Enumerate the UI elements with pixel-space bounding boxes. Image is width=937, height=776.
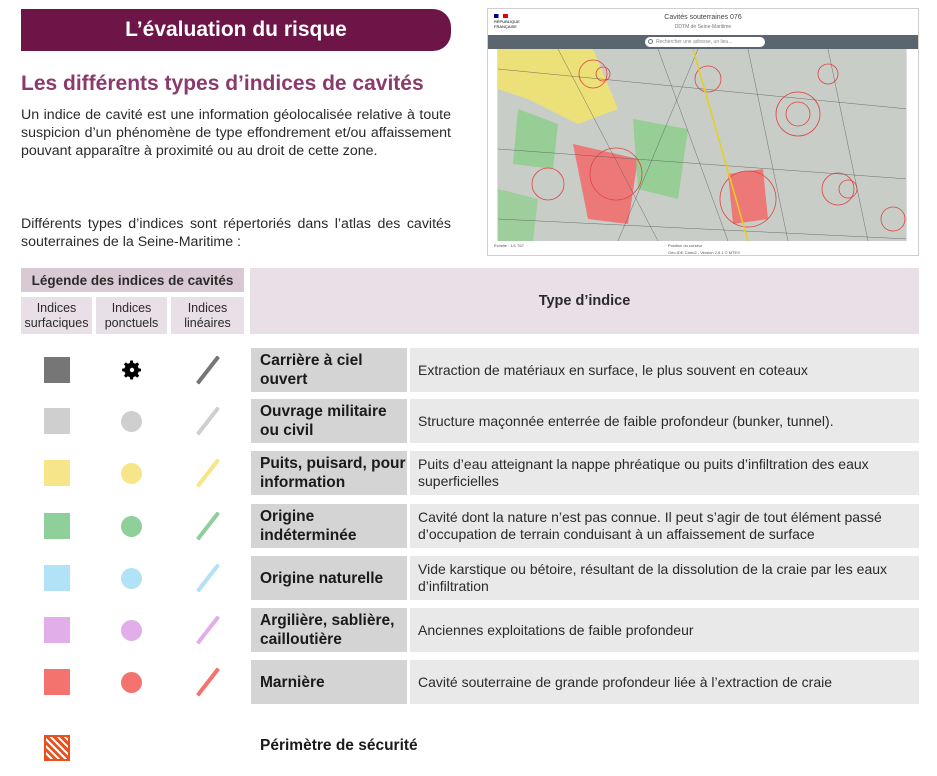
- index-type-name: Marnière: [251, 660, 407, 704]
- index-type-description: Puits d’eau atteignant la nappe phréatique ou puits d’infiltration des eaux superficielles: [410, 451, 919, 495]
- point-symbol: [96, 660, 167, 704]
- linear-symbol: [171, 451, 244, 495]
- index-type-name: Argilière, sablière, cailloutière: [251, 608, 407, 652]
- surface-symbol: [21, 504, 92, 548]
- line-icon: [195, 615, 219, 644]
- square-icon: [44, 617, 70, 643]
- square-icon: [44, 565, 70, 591]
- index-type-description: Structure maçonnée enterrée de faible profondeur (bunker, tunnel).: [410, 399, 919, 443]
- linear-symbol: [171, 348, 244, 392]
- legend-header: Légende des indices de cavités: [21, 268, 244, 292]
- legend-row: [0, 608, 937, 652]
- point-symbol: [96, 399, 167, 443]
- surface-symbol: [21, 451, 92, 495]
- circle-icon: [121, 463, 142, 484]
- map-footer: [488, 241, 918, 256]
- index-type-description: Cavité souterraine de grande profondeur liée à l’extraction de craie: [410, 660, 919, 704]
- map-left-toolbar[interactable]: [488, 49, 498, 241]
- circle-icon: [121, 620, 142, 641]
- map-right-toolbar[interactable]: [906, 49, 918, 241]
- square-icon: [44, 357, 70, 383]
- line-icon: [195, 511, 219, 540]
- section-heading: Les différents types d’indices de cavités: [21, 72, 424, 95]
- linear-symbol: [171, 556, 244, 600]
- surface-symbol: [21, 660, 92, 704]
- map-scale: Échelle : 1/1 767: [494, 243, 524, 248]
- surface-symbol: [21, 608, 92, 652]
- legend-row: [0, 660, 937, 704]
- intro-paragraph: Un indice de cavité est une information géolocalisée relative à toute suspicion d’un phénomène de type effondrement et/ou affaissement pouvant apparaître à proximité ou au droit de cette zone.: [21, 107, 451, 159]
- square-icon: [44, 408, 70, 434]
- linear-symbol: [171, 504, 244, 548]
- gear-icon: [120, 358, 144, 382]
- line-icon: [195, 458, 219, 487]
- index-type-description: Cavité dont la nature n’est pas connue. Il peut s’agir de tout élément passé d’occupation de terrain conduisant à un affaissement de surface: [410, 504, 919, 548]
- surface-symbol: [21, 556, 92, 600]
- linear-symbol: [171, 399, 244, 443]
- square-icon: [44, 669, 70, 695]
- legend-row: [0, 451, 937, 495]
- line-icon: [195, 355, 219, 384]
- line-icon: [195, 667, 219, 696]
- map-canvas[interactable]: [498, 49, 908, 241]
- circle-icon: [121, 411, 142, 432]
- index-type-description: Vide karstique ou bétoire, résultant de la dissolution de la craie par les eaux d’infiltration: [410, 556, 919, 600]
- square-icon: [44, 513, 70, 539]
- index-type-description: Extraction de matériaux en surface, le plus souvent en coteaux: [410, 348, 919, 392]
- square-icon: [44, 460, 70, 486]
- map-header: [488, 9, 918, 35]
- point-symbol: [96, 451, 167, 495]
- cursor-position: Position du curseur: [668, 243, 703, 248]
- map-subtitle: DDTM de Seine-Maritime: [674, 24, 732, 30]
- republique-logo: RÉPUBLIQUE FRANÇAISE: [494, 14, 528, 30]
- index-type-name: Origine indéterminée: [251, 504, 407, 548]
- legend-row: [0, 399, 937, 443]
- col-linear-header: Indices linéaires: [171, 297, 244, 334]
- circle-icon: [121, 672, 142, 693]
- linear-symbol: [171, 660, 244, 704]
- point-symbol: [96, 608, 167, 652]
- types-intro-paragraph: Différents types d’indices sont répertoriés dans l’atlas des cavités souterraines de la Seine-Maritime :: [21, 216, 451, 250]
- line-icon: [195, 563, 219, 592]
- map-title: Cavités souterraines 076: [664, 14, 742, 21]
- linear-symbol: [171, 608, 244, 652]
- hatched-square-icon: [44, 735, 70, 761]
- map-search-input[interactable]: Rechercher une adresse, un lieu...: [645, 37, 765, 47]
- point-symbol: [96, 348, 167, 392]
- banner-title: L’évaluation du risque: [125, 18, 347, 41]
- perimeter-label: Périmètre de sécurité: [260, 737, 418, 754]
- circle-icon: [121, 568, 142, 589]
- map-version: Géo-IDE Carto2 - Version 2.5.1 © MTES: [668, 250, 740, 255]
- legend-row: [0, 556, 937, 600]
- legend-row: [0, 504, 937, 548]
- index-type-description: Anciennes exploitations de faible profondeur: [410, 608, 919, 652]
- index-type-name: Ouvrage militaire ou civil: [251, 399, 407, 443]
- map-screenshot: [487, 8, 919, 256]
- index-type-name: Puits, puisard, pour information: [251, 451, 407, 495]
- point-symbol: [96, 504, 167, 548]
- index-type-name: Origine naturelle: [251, 556, 407, 600]
- col-surface-header: Indices surfaciques: [21, 297, 92, 334]
- type-header: Type d’indice: [250, 268, 919, 334]
- circle-icon: [121, 516, 142, 537]
- page-banner: [21, 9, 451, 51]
- col-point-header: Indices ponctuels: [96, 297, 167, 334]
- search-icon: [648, 39, 653, 44]
- point-symbol: [96, 556, 167, 600]
- index-type-name: Carrière à ciel ouvert: [251, 348, 407, 392]
- line-icon: [195, 406, 219, 435]
- legend-row: [0, 348, 937, 392]
- surface-symbol: [21, 348, 92, 392]
- surface-symbol: [21, 399, 92, 443]
